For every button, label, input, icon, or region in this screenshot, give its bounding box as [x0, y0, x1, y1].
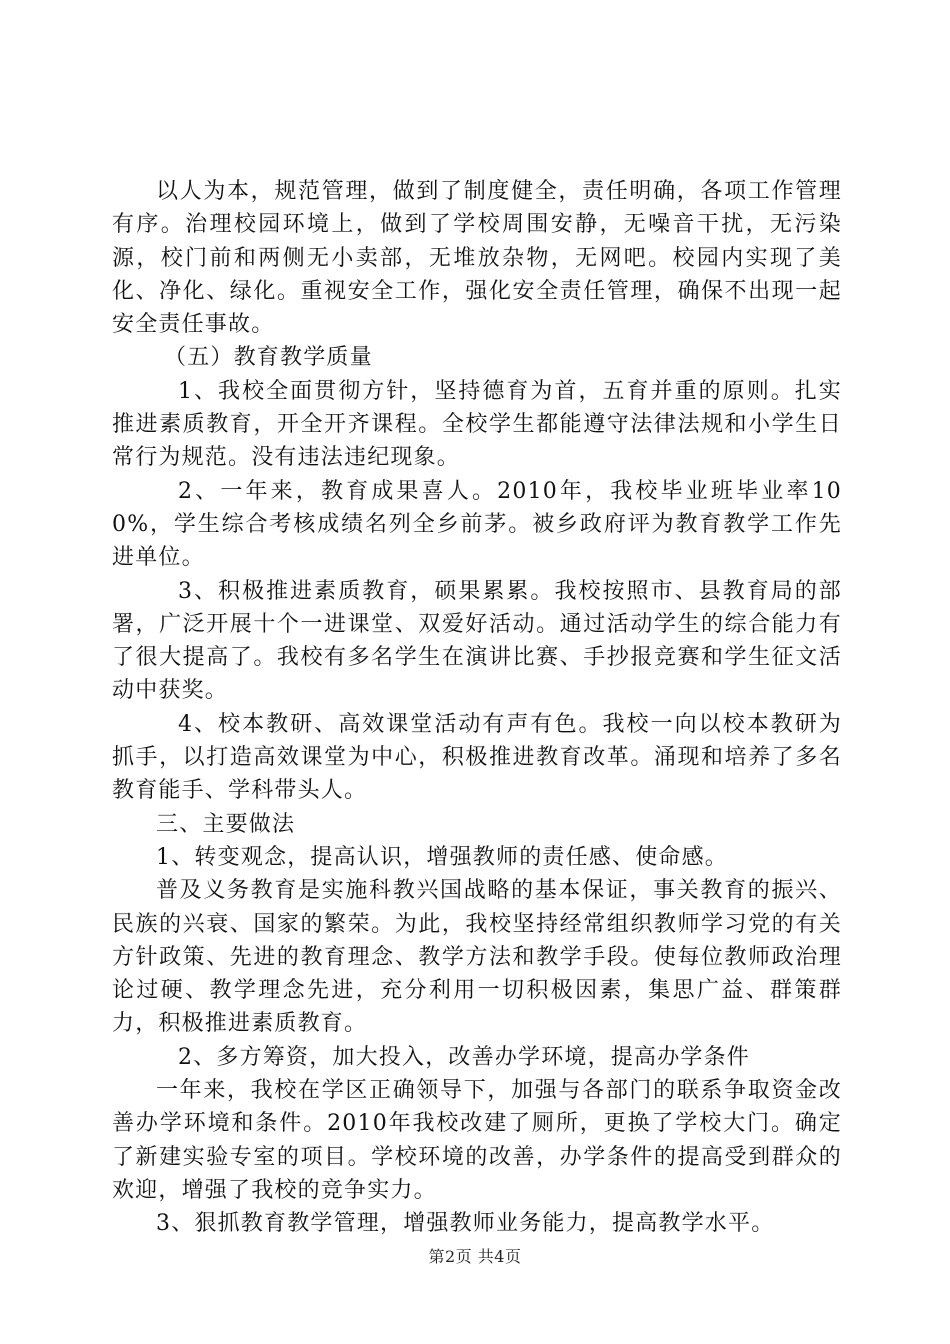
paragraph-item-2: 2、一年来，教育成果喜人。2010年，我校毕业班毕业率100%，学生综合考核成绩名列全乡前茅。被乡政府评为教育教学工作先进单位。	[112, 478, 842, 571]
paragraph-item-4: 4、校本教研、高效课堂活动有声有色。我校一向以校本教研为抓手，以打造高效课堂为中心，积极推进教育改革。涌现和培养了多名教育能手、学科带头人。	[112, 711, 842, 804]
subheading-practice-3: 3、狠抓教育教学管理，增强教师业务能力，提高教学水平。	[156, 1211, 775, 1237]
paragraph-management: 以人为本，规范管理，做到了制度健全，责任明确，各项工作管理有序。治理校园环境上，做到了学校周围安静，无噪音干扰，无污染源，校门前和两侧无小卖部，无堆放杂物，无网吧。校园内实现了美化、净化、绿化。重视安全工作，强化安全责任管理，确保不出现一起安全责任事故。	[112, 179, 842, 338]
paragraph-item-3: 3、积极推进素质教育，硕果累累。我校按照市、县教育局的部署，广泛开展十个一进课堂、双爱好活动。通过活动学生的综合能力有了很大提高了。我校有多名学生在演讲比赛、手抄报竞赛和学生征文活动中获奖。	[112, 578, 842, 704]
heading-education-quality: （五）教育教学质量	[164, 345, 373, 371]
paragraph-practice-2-body: 一年来，我校在学区正确领导下，加强与各部门的联系争取资金改善办学环境和条件。2010年我校改建了厕所，更换了学校大门。确定了新建实验专室的项目。学校环境的改善，办学条件的提高受到群众的欢迎，增强了我校的竞争实力。	[112, 1078, 842, 1203]
page-number-footer: 第2页 共4页	[428, 1247, 522, 1266]
document-body	[112, 175, 842, 1241]
subheading-practice-2: 2、多方筹资，加大投入，改善办学环境，提高办学条件	[178, 1044, 750, 1070]
subheading-practice-1: 1、转变观念，提高认识，增强教师的责任感、使命感。	[156, 844, 728, 870]
heading-main-practices: 三、主要做法	[156, 811, 296, 837]
paragraph-item-1: 1、我校全面贯彻方针，坚持德育为首，五育并重的原则。扎实推进素质教育，开全开齐课程。全校学生都能遵守法律法规和小学生日常行为规范。没有违法违纪现象。	[112, 378, 842, 471]
paragraph-practice-1-body: 普及义务教育是实施科教兴国战略的基本保证，事关教育的振兴、民族的兴衰、国家的繁荣。为此，我校坚持经常组织教师学习党的有关方针政策、先进的教育理念、教学方法和教学手段。使每位教师政治理论过硬、教学理念先进，充分利用一切积极因素，集思广益、群策群力，积极推进素质教育。	[112, 878, 842, 1037]
